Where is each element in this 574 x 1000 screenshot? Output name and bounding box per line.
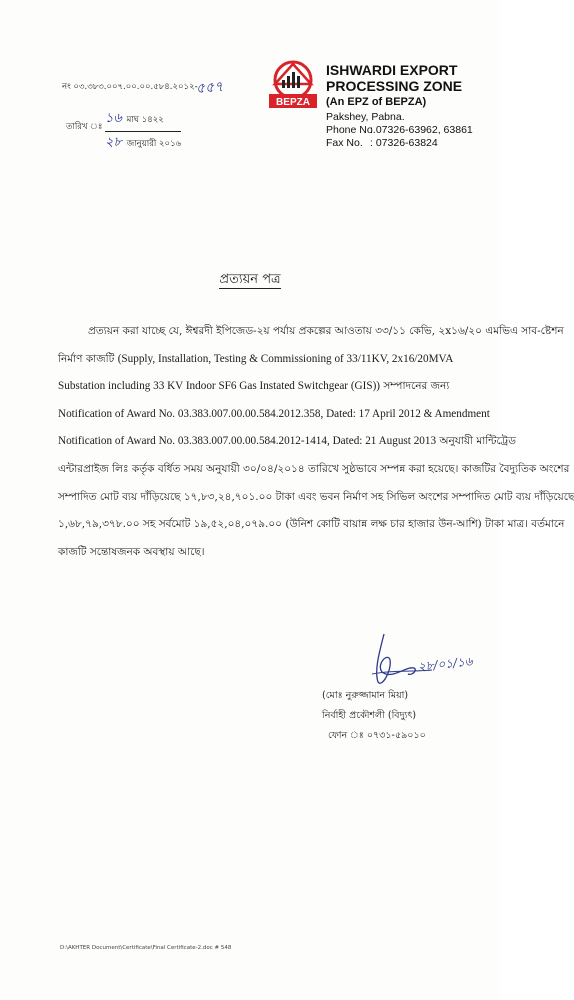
organization-contact — [326, 111, 473, 150]
phone-value: : 07326-63962, 63861 — [370, 124, 473, 136]
document-title — [0, 270, 500, 291]
date-block — [105, 108, 181, 155]
body-line-2 — [58, 346, 454, 374]
org-name-line1: ISHWARDI EXPORT — [326, 62, 458, 78]
signatory-block — [318, 686, 426, 746]
fax-value: : 07326-63824 — [370, 137, 438, 149]
date-day2-handwritten: ২৮ — [105, 135, 122, 150]
signature-date-handwritten: ২৮/০১/১৬ — [417, 654, 474, 674]
date-bengali: মাঘ ১৪২২ — [126, 115, 164, 125]
body-line-8: ১,৬৮,৭৯,৩৭৮.০০ সহ সর্বমোট ১৯,৫২,০৪,০৭৯.০০ (উনিশ কোটি বায়ান্ন লক্ষ চার হাজার উন-আশি) টাকা মাত্র। বর্তমানে — [58, 518, 565, 531]
body-line-5 — [58, 428, 516, 456]
date-day-handwritten: ১৬ — [105, 111, 122, 126]
certificate-body — [58, 318, 574, 566]
bepza-logo — [265, 58, 321, 110]
body-line-3-bn: সম্পাদনের জন্য — [383, 380, 450, 393]
body-line-9: কাজটি সন্তোষজনক অবস্থায় আছে। — [58, 545, 205, 558]
org-address: Pakshey, Pabna. — [326, 111, 405, 123]
logo-text: BEPZA — [276, 97, 310, 108]
phone-label: Phone No. — [326, 124, 376, 136]
reference-number — [62, 80, 198, 94]
organization-subtitle: (An EPZ of BEPZA) — [326, 96, 427, 108]
reference-text: নং ০৩.৩৮৩.০০৭.০০.০০.৫৮৪.২০১২- — [62, 82, 198, 92]
signatory-name: (মোঃ নুরুজ্জামান মিয়া) — [322, 690, 409, 701]
body-line-1: প্রত্যয়ন করা যাচ্ছে যে, ঈশ্বরদী ইপিজেড-২য় পর্যায় প্রকল্পের আওতায় ৩৩/১১ কেভি, ২x১৬/২০ এমভিএ সাব-ষ্টেশন — [88, 325, 564, 337]
body-line-2-bn: নির্মাণ কাজটি — [58, 352, 115, 365]
body-line-3-en: Substation including 33 KV Indoor SF6 Gas Instated Switchgear (GIS)) — [58, 380, 381, 393]
body-line-4 — [58, 401, 490, 429]
footer-file-path: D:\AKHTER Document\Certificate\Final Certificate-2.doc # 548 — [60, 945, 232, 951]
reference-handwritten: ৫৫৭ — [195, 79, 224, 97]
organization-name — [326, 62, 462, 94]
body-line-6: এন্টারপ্রাইজ লিঃ কর্তৃক বর্ধিত সময় অনুযায়ী ৩০/০৪/২০১৪ তারিখে সুষ্ঠভাবে সম্পন্ন করা হয়েছে। কাজটির বৈদ্যুতিক অংশের — [58, 462, 570, 475]
body-line-5-bn: অনুযায়ী মান্টিট্রেড — [439, 435, 516, 448]
date-gregorian-line — [105, 131, 181, 155]
date-label: তারিখ ঃ — [66, 122, 103, 132]
document-title-text: প্রত্যয়ন পত্র — [219, 272, 281, 287]
body-line-3 — [58, 373, 450, 401]
body-line-7: সম্পাদিত মোট ব্যয় দাঁড়িয়েছে ১৭,৮৩,২৪,৭০১.০০ টাকা এবং ভবন নির্মাণ সহ সিভিল অংশের সম্পাদিত মোট ব্যয় দাঁড়িয়েছে — [58, 490, 574, 503]
body-line-5-en: Notification of Award No. 03.383.007.00.00.584.2012-1414, Dated: 21 August 2013 — [58, 435, 437, 448]
org-phone-row — [326, 124, 473, 137]
fax-label: Fax No. — [326, 137, 363, 149]
date-bengali-line — [105, 108, 181, 131]
org-name-line2: PROCESSING ZONE — [326, 78, 463, 94]
body-line-4-en: Notification of Award No. 03.383.007.00.00.584.2012.358, Dated: 17 April 2012 & Amendment — [58, 407, 490, 420]
signatory-phone: ফোন ঃ ০৭৩১-৫৯০১০ — [328, 730, 426, 741]
date-gregorian: জানুয়ারী ২০১৬ — [126, 139, 182, 149]
org-fax-row — [326, 137, 473, 150]
signatory-designation: নির্বাহী প্রকৌশলী (বিদ্যুৎ) — [322, 710, 417, 721]
body-line-2-en: (Supply, Installation, Testing & Commissioning of 33/11KV, 2x16/20MVA — [117, 352, 454, 365]
